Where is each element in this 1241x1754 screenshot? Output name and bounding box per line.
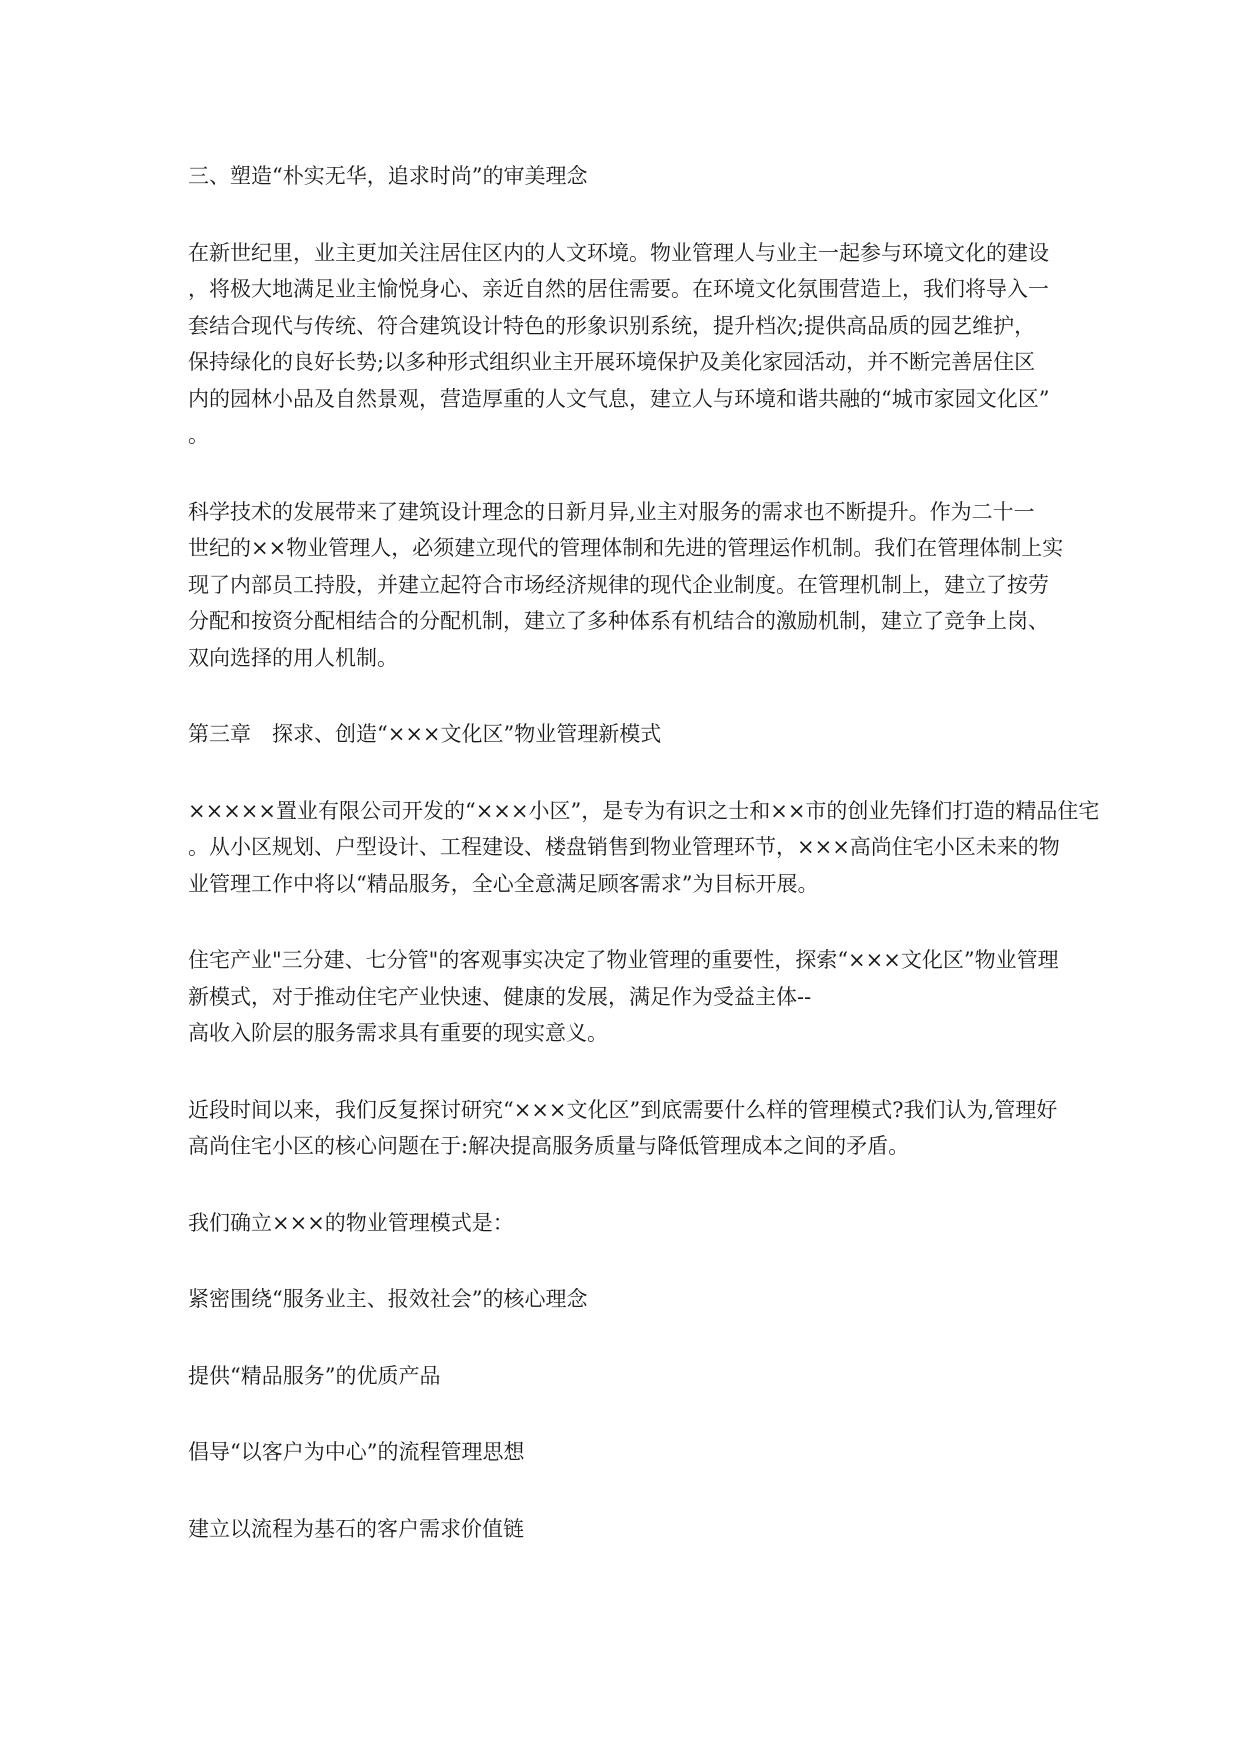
text-line: 新模式，对于推动住宅产业快速、健康的发展，满足作为受益主体-- <box>188 984 812 1009</box>
text-line: 提供“精品服务”的优质产品 <box>188 1363 441 1388</box>
text-line: 双向选择的用人机制。 <box>188 645 398 670</box>
text-line: 。从小区规划、户型设计、工程建设、楼盘销售到物业管理环节，×××高尚住宅小区未来的物 <box>188 835 1060 859</box>
paragraph-research <box>188 1092 1088 1165</box>
text-line: 紧密围绕“服务业主、报效社会”的核心理念 <box>188 1287 588 1311</box>
text-line: 我们确立×××的物业管理模式是： <box>188 1210 514 1235</box>
text-line: 近段时间以来，我们反复探讨研究“×××文化区”到底需要什么样的管理模式?我们认为,管理好 <box>188 1097 1058 1122</box>
list-item <box>188 1434 1088 1471</box>
text-line: 现了内部员工持股，并建立起符合市场经济规律的现代企业制度。在管理机制上，建立了按劳 <box>188 572 1049 597</box>
text-line: 。 <box>188 423 209 447</box>
text-line: ，将极大地满足业主愉悦身心、亲近自然的居住需要。在环境文化氛围营造上，我们将导入一 <box>188 277 1049 301</box>
text-line: 高收入阶层的服务需求具有重要的现实意义。 <box>188 1021 608 1045</box>
text-line: 内的园林小品及自然景观，营造厚重的人文气息，建立人与环境和谐共融的“城市家园文化区” <box>188 386 1050 411</box>
paragraph-company <box>188 793 1100 903</box>
text-line: 世纪的××物业管理人，必须建立现代的管理体制和先进的管理运作机制。我们在管理体制上实 <box>188 536 1064 560</box>
paragraph-industry <box>188 942 1088 1052</box>
list-item <box>188 1358 1088 1395</box>
text-line: 分配和按资分配相结合的分配机制，建立了多种体系有机结合的激励机制，建立了竞争上岗、 <box>188 609 1049 633</box>
text-line: 在新世纪里，业主更加关注居住区内的人文环境。物业管理人与业主一起参与环境文化的建设 <box>188 240 1049 265</box>
text-line: 三、塑造“朴实无华，追求时尚”的审美理念 <box>188 164 588 188</box>
paragraph-environment <box>188 235 1088 454</box>
text-line: 住宅产业"三分建、七分管"的客观事实决定了物业管理的重要性，探索“×××文化区”物业管理 <box>188 948 1059 972</box>
text-line: 第三章 探求、创造“×××文化区”物业管理新模式 <box>188 722 662 746</box>
text-line: 倡导“以客户为中心”的流程管理思想 <box>188 1440 525 1464</box>
text-line: 建立以流程为基石的客户需求价值链 <box>188 1516 524 1541</box>
section-heading <box>188 158 1088 195</box>
text-line: 高尚住宅小区的核心问题在于:解决提高服务质量与降低管理成本之间的矛盾。 <box>188 1134 910 1158</box>
paragraph-technology <box>188 494 1088 677</box>
text-line: ×××××置业有限公司开发的“×××小区”，是专为有识之士和××市的创业先锋们打造的精品住宅 <box>188 798 1100 823</box>
list-item <box>188 1511 1088 1548</box>
text-line: 业管理工作中将以“精品服务，全心全意满足顾客需求”为目标开展。 <box>188 871 819 896</box>
text-line: 套结合现代与传统、符合建筑设计特色的形象识别系统，提升档次;提供高品质的园艺维护， <box>188 313 1036 338</box>
text-line: 科学技术的发展带来了建筑设计理念的日新月异,业主对服务的需求也不断提升。作为二十一 <box>188 499 1035 524</box>
chapter-heading <box>188 716 1088 753</box>
document-body <box>188 158 1100 1547</box>
paragraph-mode <box>188 1205 1088 1242</box>
list-item <box>188 1281 1088 1318</box>
text-line: 保持绿化的良好长势;以多种形式组织业主开展环境保护及美化家园活动，并不断完善居住区 <box>188 350 1036 374</box>
